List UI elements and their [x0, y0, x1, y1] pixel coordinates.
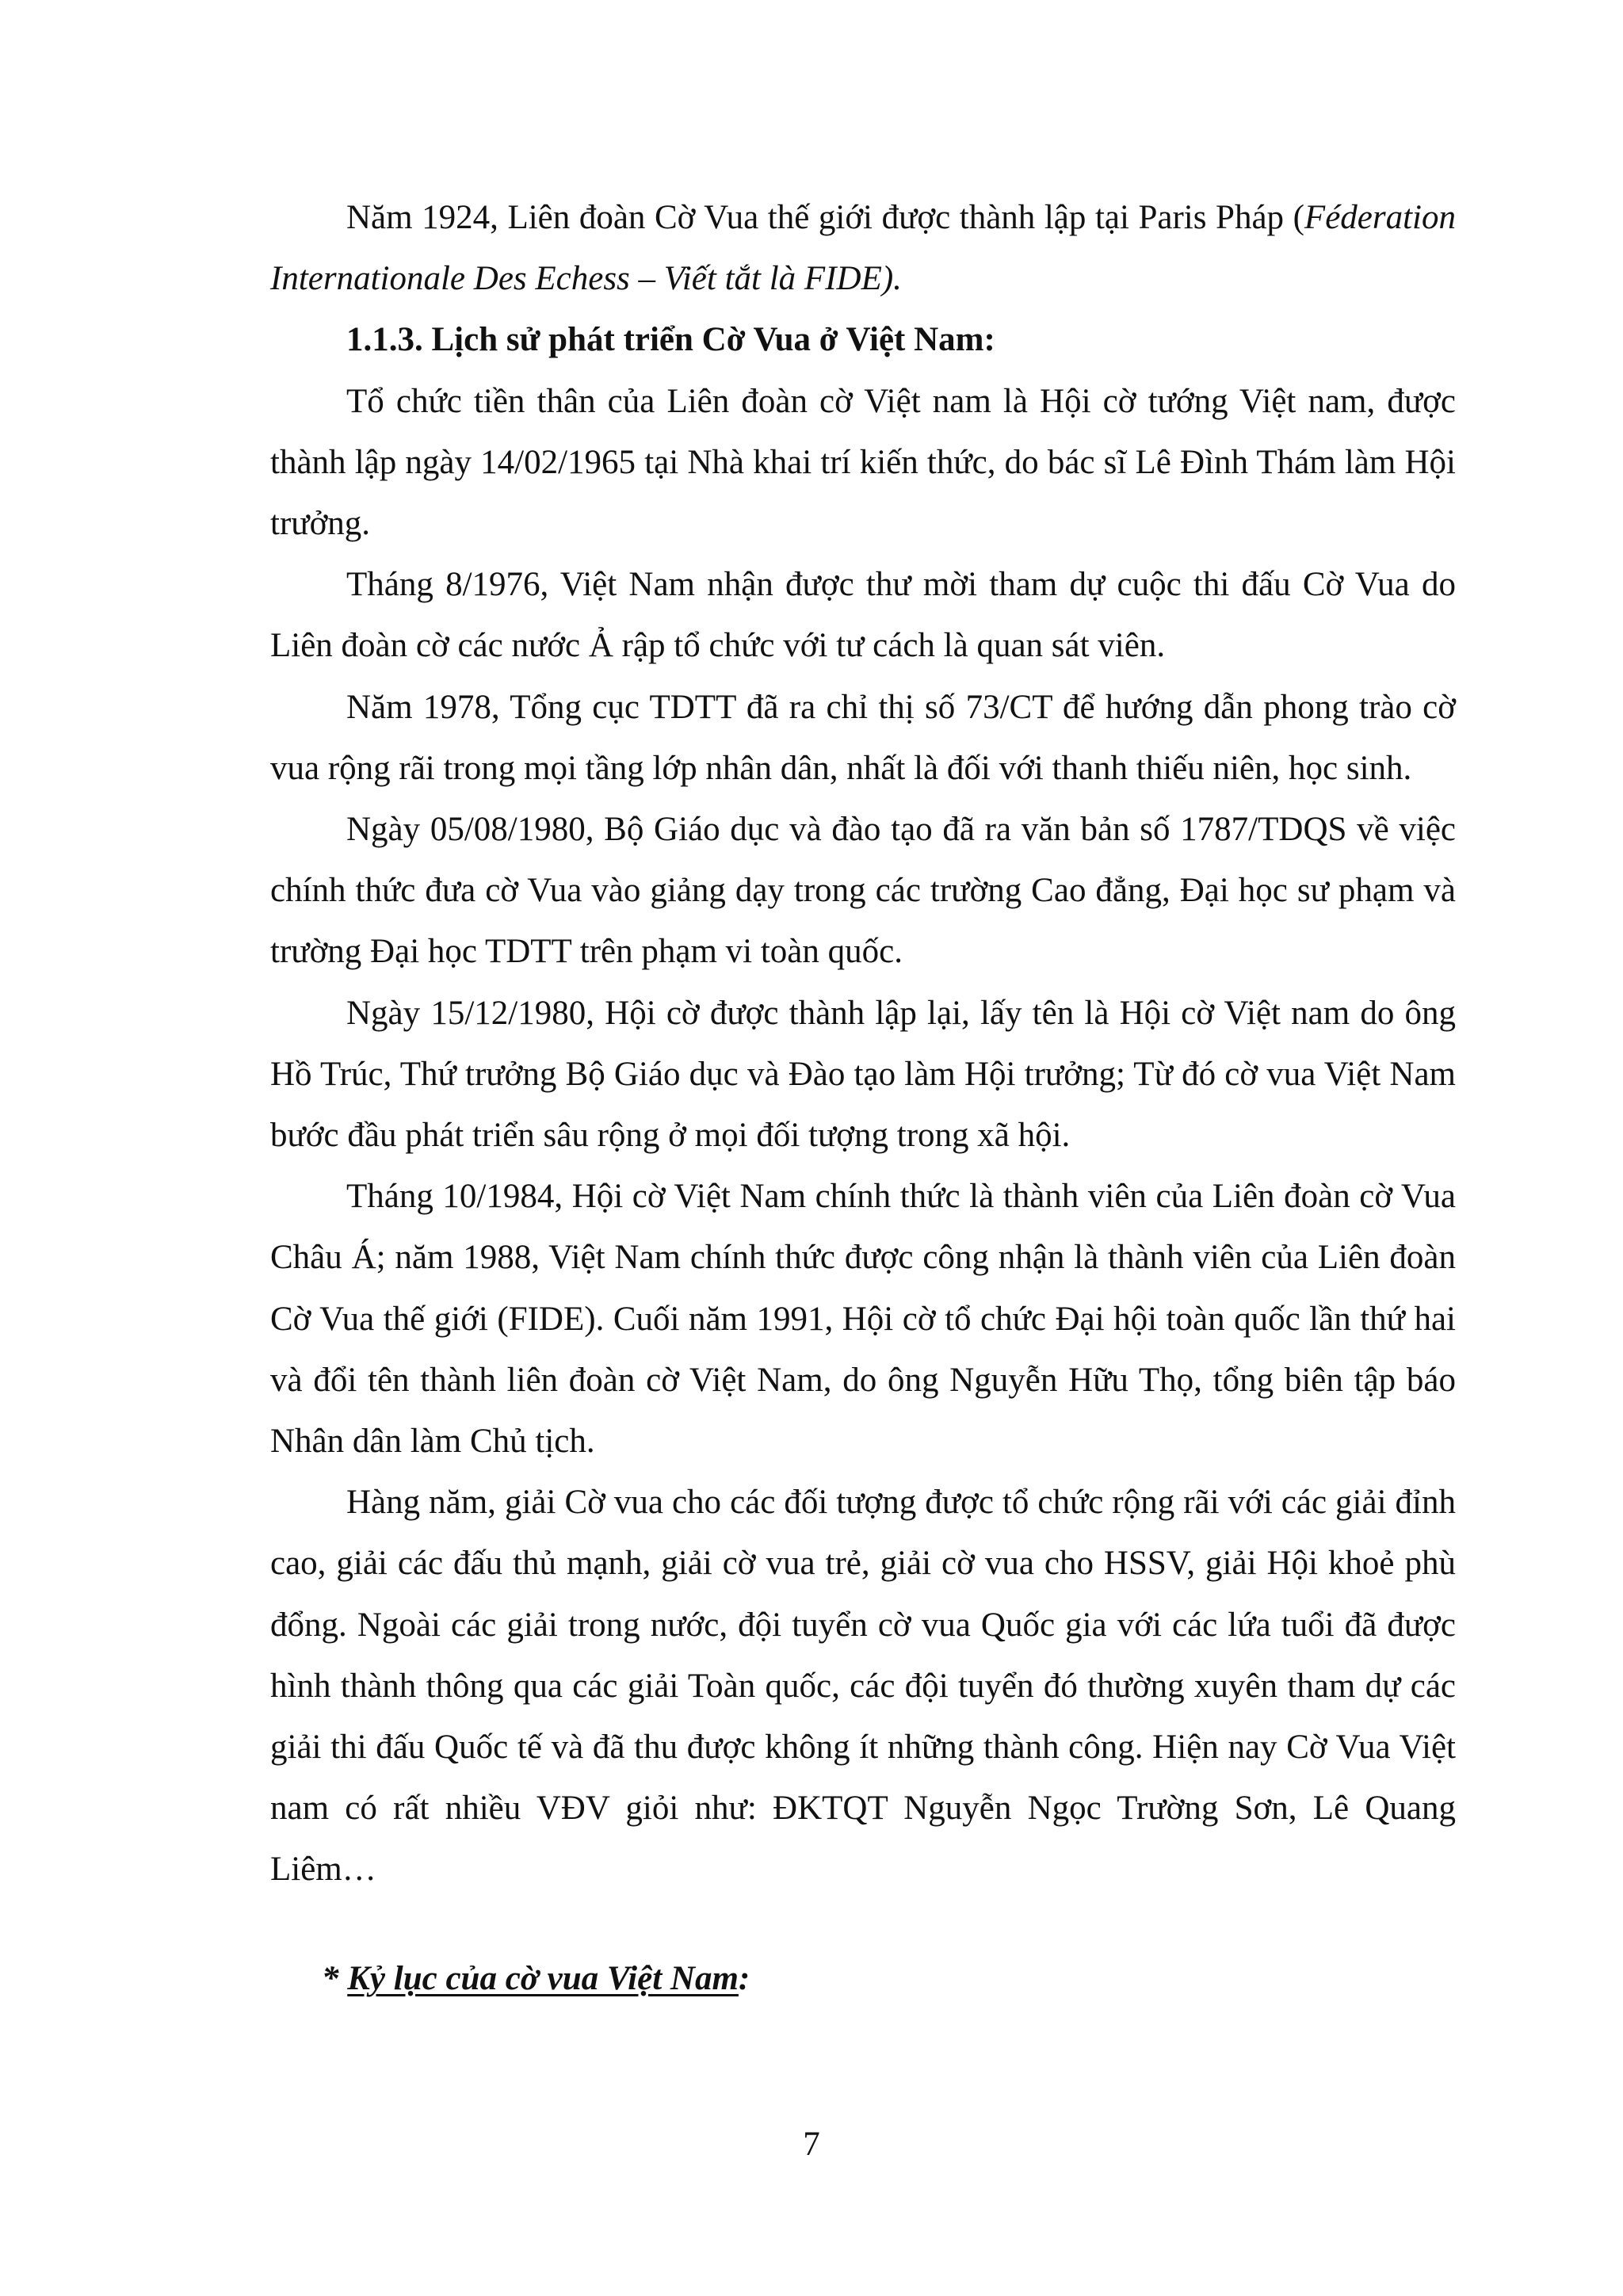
body-text: [270, 187, 1456, 1901]
paragraph-1984-membership: Tháng 10/1984, Hội cờ Việt Nam chính thức là thành viên của Liên đoàn cờ Vua Châu Á; năm 1988, Việt Nam chính thức được công nhận là thành viên của Liên đoàn Cờ Vua thế giới (FIDE). Cuối năm 1991, Hội cờ tổ chức Đại hội toàn quốc lần thứ hai và đổi tên thành liên đoàn cờ Việt Nam, do ông Nguyễn Hữu Thọ, tổng biên tập báo Nhân dân làm Chủ tịch.: [270, 1178, 1456, 1461]
record-section-heading: [322, 1948, 750, 2009]
record-heading-colon: :: [738, 1960, 750, 1997]
paragraph-1976-invitation: Tháng 8/1976, Việt Nam nhận được thư mời tham dự cuộc thi đấu Cờ Vua do Liên đoàn cờ các nước Ả rập tổ chức với tư cách là quan sát viên.: [270, 566, 1456, 665]
paragraph-1980-curriculum: Ngày 05/08/1980, Bộ Giáo dục và đào tạo đã ra văn bản số 1787/TDQS về việc chính thức đưa cờ Vua vào giảng dạy trong các trường Cao đẳng, Đại học sư phạm và trường Đại học TDTT trên phạm vi toàn quốc.: [270, 811, 1456, 971]
paragraph-1980-reestablished: Ngày 15/12/1980, Hội cờ được thành lập lại, lấy tên là Hội cờ Việt nam do ông Hồ Trúc, Thứ trưởng Bộ Giáo dục và Đào tạo làm Hội trưởng; Từ đó cờ vua Việt Nam bước đầu phát triển sâu rộng ở mọi đối tượng trong xã hội.: [270, 994, 1456, 1155]
fide-abbreviation-note: Féderation Internationale Des Echess – Viết tắt là FIDE).: [270, 199, 1456, 298]
record-heading-title: Kỷ lục của cờ vua Việt Nam: [347, 1960, 739, 1997]
paragraph-predecessor-org: Tổ chức tiền thân của Liên đoàn cờ Việt nam là Hội cờ tướng Việt nam, được thành lập ngày 14/02/1965 tại Nhà khai trí kiến thức, do bác sĩ Lê Đình Thám làm Hội trưởng.: [270, 382, 1456, 543]
section-heading: 1.1.3. Lịch sử phát triển Cờ Vua ở Việt Nam:: [346, 321, 995, 359]
paragraph-1978-directive: Năm 1978, Tổng cục TDTT đã ra chỉ thị số 73/CT để hướng dẫn phong trào cờ vua rộng rãi trong mọi tầng lớp nhân dân, nhất là đối với thanh thiếu niên, học sinh.: [270, 688, 1456, 787]
fide-founding-text: Năm 1924, Liên đoàn Cờ Vua thế giới được thành lập tại Paris Pháp (: [346, 199, 1304, 236]
record-heading-bullet: *: [322, 1960, 348, 1997]
paragraph-annual-tournaments: Hàng năm, giải Cờ vua cho các đối tượng được tổ chức rộng rãi với các giải đỉnh cao, giải các đấu thủ mạnh, giải cờ vua trẻ, giải cờ vua cho HSSV, giải Hội khoẻ phù đổng. Ngoài các giải trong nước, đội tuyển cờ vua Quốc gia với các lứa tuổi đã được hình thành thông qua các giải Toàn quốc, các đội tuyển đó thường xuyên tham dự các giải thi đấu Quốc tế và đã thu được không ít những thành công. Hiện nay Cờ Vua Việt nam có rất nhiều VĐV giỏi như: ĐKTQT Nguyễn Ngọc Trường Sơn, Lê Quang Liêm…: [270, 1484, 1456, 1889]
page-number: 7: [803, 2126, 820, 2163]
paragraph-fide-founding: [270, 187, 1456, 309]
